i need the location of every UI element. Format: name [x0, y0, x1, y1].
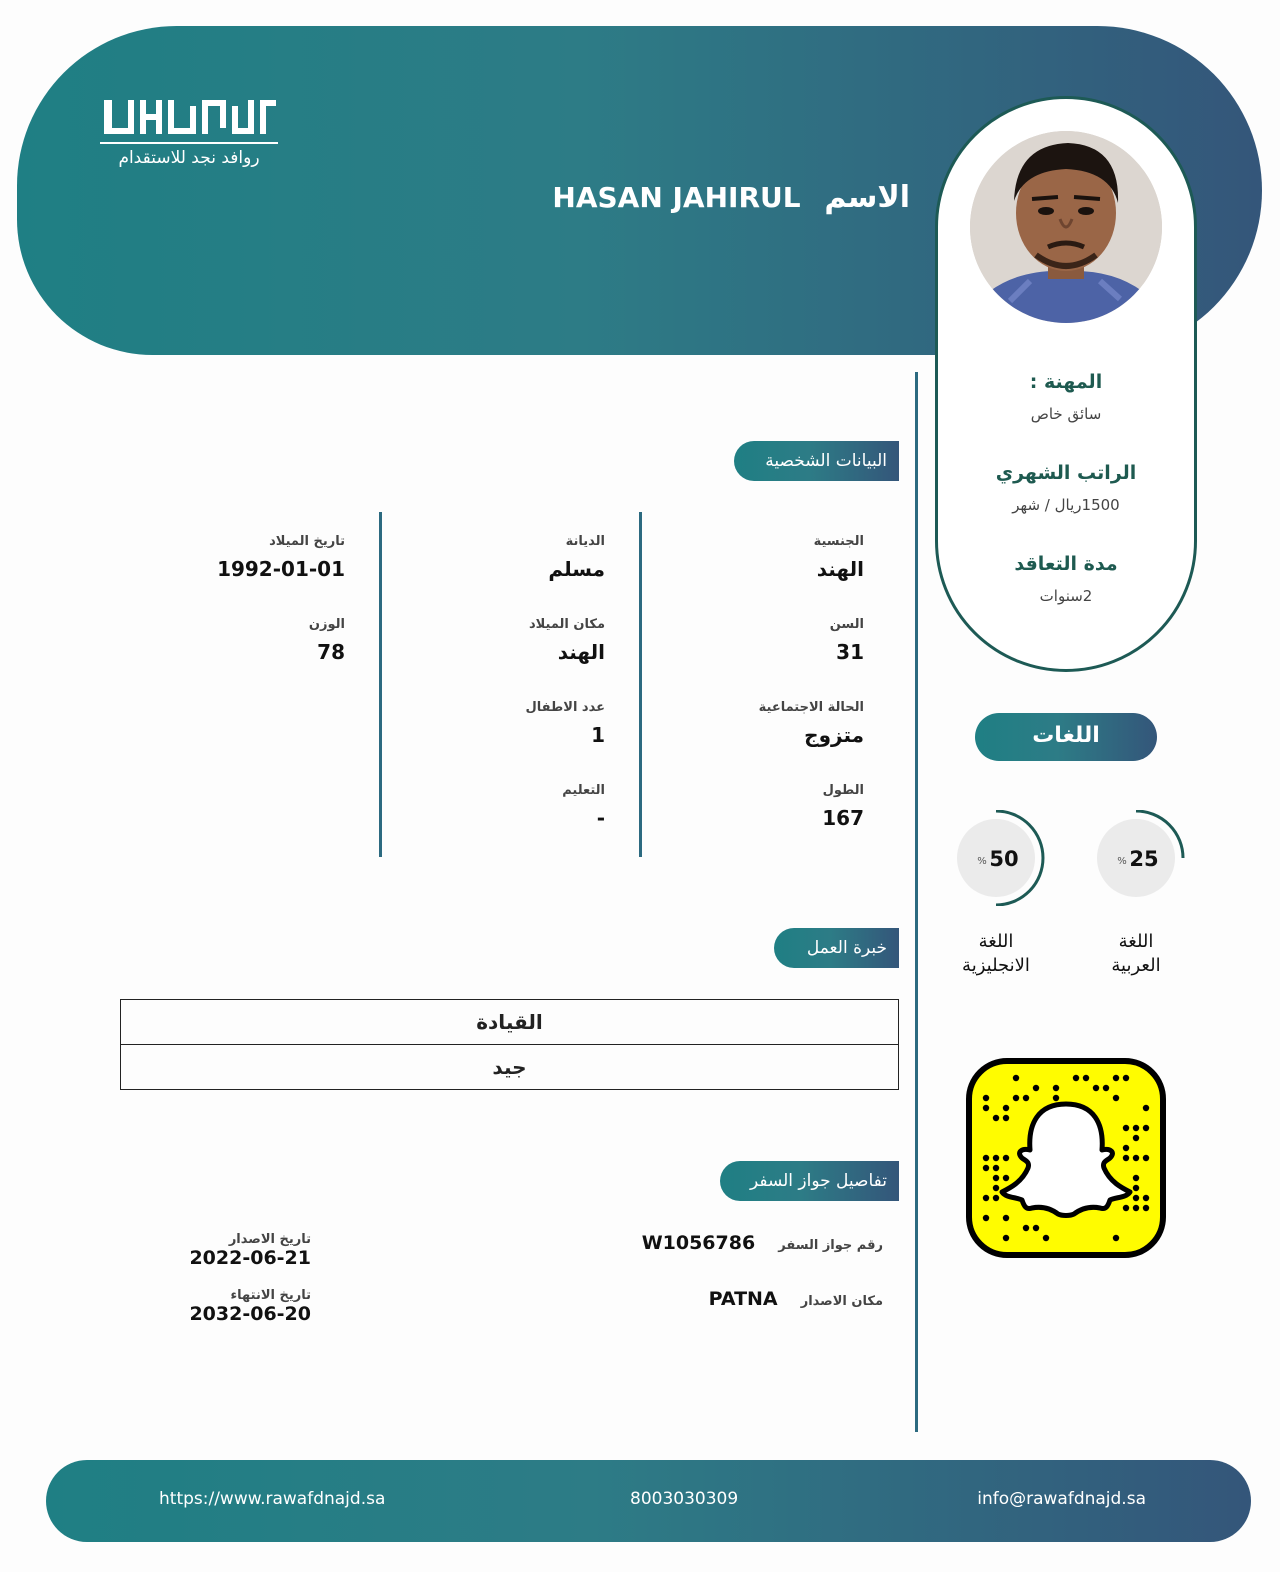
snapcode-dot	[1023, 1225, 1029, 1231]
language-name-line: العربية	[1111, 955, 1161, 976]
section-personal-tag: البيانات الشخصية	[734, 441, 899, 481]
snapcode-dot	[1033, 1085, 1039, 1091]
profile-photo	[970, 131, 1162, 323]
snapcode-dot	[983, 1105, 989, 1111]
language-gauge-english	[950, 810, 1046, 906]
field-label: مكان الميلاد	[528, 617, 605, 632]
snapcode-dot	[1143, 1125, 1149, 1131]
percent-symbol: %	[1117, 856, 1127, 867]
field-value: 78	[317, 640, 345, 664]
snapcode-dot	[1133, 1155, 1139, 1161]
snapcode-dot	[1093, 1085, 1099, 1091]
passport-number-row	[642, 1232, 883, 1254]
field-value: 1	[591, 723, 605, 747]
snapcode-dot	[1103, 1085, 1109, 1091]
passport-issue-label: تاريخ الاصدار	[228, 1232, 311, 1247]
snapcode-dot	[1003, 1235, 1009, 1241]
snapcode-dot	[1113, 1075, 1119, 1081]
snapcode-dot	[1133, 1125, 1139, 1131]
field-birthdate	[217, 534, 345, 581]
logo-subtitle: روافد نجد للاستقدام	[118, 148, 260, 168]
snapcode-dot	[1123, 1155, 1129, 1161]
section-passport-tag: تفاصيل جواز السفر	[720, 1161, 899, 1201]
snapcode-dot	[1003, 1155, 1009, 1161]
footer-phone[interactable]: 8003030309	[630, 1489, 739, 1509]
snapcode-dot	[1133, 1135, 1139, 1141]
field-age	[830, 617, 864, 664]
contract-title: مدة التعاقد	[1014, 553, 1118, 575]
field-weight	[309, 617, 345, 664]
timeline-line	[915, 372, 918, 1432]
snapcode-dot	[983, 1165, 989, 1171]
language-name-line: اللغة	[1118, 931, 1154, 952]
snapcode-dot	[993, 1195, 999, 1201]
salary-value: 1500ريال / شهر	[1012, 496, 1120, 514]
field-height	[822, 783, 864, 830]
salary-block	[938, 462, 1194, 514]
field-label: السن	[829, 617, 864, 632]
snapcode-dot	[1043, 1235, 1049, 1241]
field-education	[562, 783, 605, 830]
column-divider	[639, 512, 642, 857]
profession-block	[938, 371, 1194, 423]
snapcode-dot	[1083, 1075, 1089, 1081]
field-value: متزوج	[804, 723, 864, 747]
field-value: 167	[822, 806, 864, 830]
field-label: الجنسية	[813, 534, 864, 549]
snapcode-dot	[1013, 1075, 1019, 1081]
field-marital	[759, 700, 864, 747]
field-label: الديانة	[565, 534, 605, 549]
profession-title: المهنة :	[1029, 371, 1103, 393]
experience-level: جيد	[121, 1045, 899, 1090]
field-religion	[548, 534, 605, 581]
snapcode-dot	[993, 1175, 999, 1181]
field-label: الحالة الاجتماعية	[758, 700, 864, 715]
snapcode-dot	[983, 1215, 989, 1221]
profession-value: سائق خاص	[1030, 405, 1102, 423]
snapcode-dot	[983, 1155, 989, 1161]
table-row	[121, 1000, 899, 1045]
field-birthplace	[529, 617, 605, 664]
field-value: 1992-01-01	[217, 557, 345, 581]
section-experience-tag: خبرة العمل	[774, 928, 899, 968]
table-row	[121, 1045, 899, 1090]
salary-title: الراتب الشهري	[995, 462, 1137, 484]
contract-value: 2سنوات	[1039, 587, 1093, 605]
field-value: 31	[836, 640, 864, 664]
passport-place-label: مكان الاصدار	[800, 1294, 883, 1309]
snapcode-dot	[1073, 1075, 1079, 1081]
snapcode-dot	[1133, 1195, 1139, 1201]
name-label: الاسم	[824, 180, 910, 215]
snapcode-dot	[1123, 1205, 1129, 1211]
languages-title: اللغات	[975, 713, 1157, 761]
field-value: مسلم	[548, 557, 605, 581]
passport-place-value: PATNA	[708, 1288, 778, 1310]
snapcode-dot	[1123, 1125, 1129, 1131]
profile-card	[935, 96, 1197, 672]
snapcode-dot	[1133, 1175, 1139, 1181]
passport-number-value: W1056786	[641, 1232, 756, 1254]
passport-place-row	[709, 1288, 883, 1310]
snapcode-dot	[1003, 1175, 1009, 1181]
snapcode-dot	[1143, 1205, 1149, 1211]
field-label: تاريخ الميلاد	[269, 534, 345, 549]
field-label: عدد الاطفال	[525, 700, 605, 715]
field-value: -	[596, 806, 605, 830]
passport-issue-date	[189, 1232, 311, 1269]
footer-website-link[interactable]: https://www.rawafdnajd.sa	[159, 1489, 386, 1509]
experience-table	[120, 999, 899, 1090]
language-name-arabic	[1076, 930, 1196, 978]
snapcode-dot	[1053, 1085, 1059, 1091]
snapcode-qr[interactable]	[966, 1058, 1166, 1258]
snapcode-dot	[993, 1155, 999, 1161]
passport-expiry-date	[189, 1288, 311, 1325]
percent-symbol: %	[977, 856, 987, 867]
gauge-percent: 25	[1129, 847, 1159, 871]
snapcode-dot	[1003, 1105, 1009, 1111]
field-children	[526, 700, 606, 747]
snapcode-dot	[1143, 1155, 1149, 1161]
snapcode-dot	[1003, 1115, 1009, 1121]
snapcode-dot	[1143, 1195, 1149, 1201]
name-row	[552, 180, 910, 215]
footer-bar	[46, 1460, 1251, 1542]
snapcode-dot	[1113, 1235, 1119, 1241]
contract-block	[938, 553, 1194, 605]
snapcode-dot	[1123, 1075, 1129, 1081]
language-name-line: الانجليزية	[962, 955, 1030, 976]
snapcode-dot	[1033, 1225, 1039, 1231]
language-name-line: اللغة	[978, 931, 1014, 952]
field-label: الطول	[822, 783, 864, 798]
column-divider	[379, 512, 382, 857]
snapcode-dot	[1143, 1105, 1149, 1111]
language-name-english	[936, 930, 1056, 978]
field-value: الهند	[816, 557, 864, 581]
passport-issue-value: 2022-06-21	[189, 1247, 311, 1269]
field-label: الوزن	[308, 617, 345, 632]
passport-expiry-label: تاريخ الانتهاء	[230, 1288, 311, 1303]
snapcode-dot	[993, 1115, 999, 1121]
gauge-percent: 50	[989, 847, 1019, 871]
field-nationality	[814, 534, 864, 581]
passport-expiry-value: 2032-06-20	[189, 1303, 311, 1325]
field-value: الهند	[557, 640, 605, 664]
snapcode-dot	[1023, 1095, 1029, 1101]
snapcode-dot	[993, 1185, 999, 1191]
name-value: HASAN JAHIRUL	[552, 181, 801, 214]
footer-email-link[interactable]: info@rawafdnajd.sa	[977, 1489, 1146, 1509]
snapcode-dot	[1133, 1185, 1139, 1191]
passport-number-label: رقم جواز السفر	[778, 1238, 883, 1253]
snapcode-dot	[1123, 1145, 1129, 1151]
snapcode-dot	[993, 1165, 999, 1171]
snapcode-dot	[1013, 1095, 1019, 1101]
snapcode-dot	[1113, 1095, 1119, 1101]
experience-skill: القيادة	[121, 1000, 899, 1045]
snapcode-dot	[983, 1195, 989, 1201]
field-label: التعليم	[562, 783, 605, 798]
snapcode-dot	[1003, 1215, 1009, 1221]
language-gauge-arabic	[1090, 810, 1186, 906]
snapcode-dot	[983, 1095, 989, 1101]
snapcode-dot	[1053, 1095, 1059, 1101]
snapcode-dot	[1133, 1205, 1139, 1211]
